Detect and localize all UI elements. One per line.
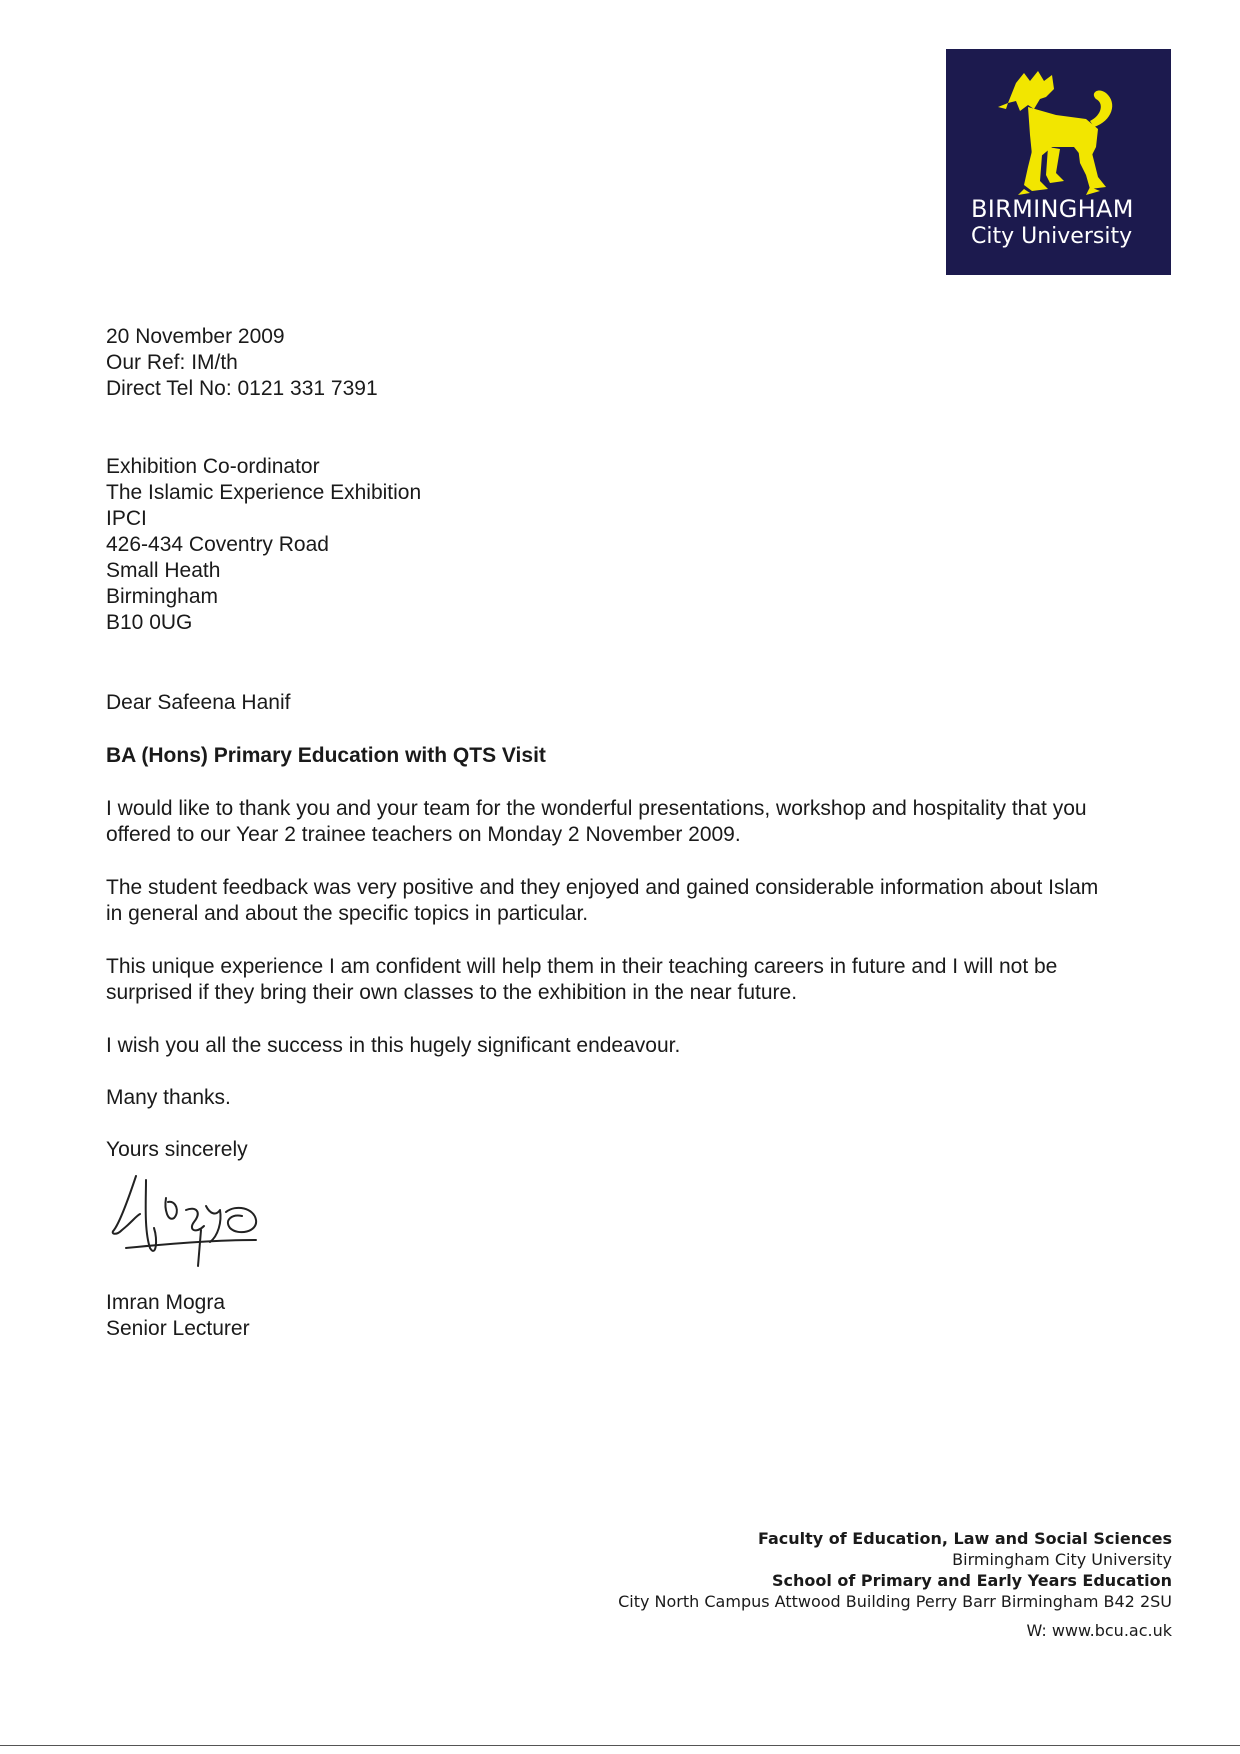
signatory bbox=[106, 1290, 250, 1342]
footer-address: City North Campus Attwood Building Perry Barr Birmingham B42 2SU bbox=[618, 1592, 1172, 1611]
subject-heading: BA (Hons) Primary Education with QTS Visit bbox=[106, 744, 546, 767]
body-paragraph: I would like to thank you and your team for the wonderful presentations, workshop and hospitality that you offered to our Year 2 trainee teachers on Monday 2 November 2009. bbox=[106, 797, 1087, 846]
address-line: 426-434 Coventry Road bbox=[106, 533, 329, 556]
salutation: Dear Safeena Hanif bbox=[106, 691, 291, 714]
recipient-address bbox=[106, 454, 421, 636]
closing: Yours sincerely bbox=[106, 1138, 248, 1161]
body-paragraph: Many thanks. bbox=[106, 1086, 231, 1109]
university-logo bbox=[946, 49, 1171, 275]
body-paragraph: This unique experience I am confident will help them in their teaching careers in future and I will not be surprised if they bring their own classes to the exhibition in the near future. bbox=[106, 955, 1058, 1004]
body-paragraph: I wish you all the success in this hugely significant endeavour. bbox=[106, 1034, 681, 1057]
letterhead-footer bbox=[618, 1528, 1172, 1641]
address-line: The Islamic Experience Exhibition bbox=[106, 481, 422, 504]
signatory-name: Imran Mogra bbox=[106, 1291, 226, 1314]
letter-tel: Direct Tel No: 0121 331 7391 bbox=[106, 377, 378, 400]
footer-faculty: Faculty of Education, Law and Social Sciences bbox=[757, 1529, 1172, 1548]
scan-edge-line bbox=[0, 1745, 1240, 1746]
signatory-title: Senior Lecturer bbox=[106, 1317, 250, 1340]
letter-date: 20 November 2009 bbox=[106, 325, 285, 348]
handwritten-signature bbox=[106, 1170, 296, 1280]
footer-web: W: www.bcu.ac.uk bbox=[1026, 1621, 1172, 1640]
address-line: Exhibition Co-ordinator bbox=[106, 455, 320, 478]
footer-school: School of Primary and Early Years Education bbox=[771, 1571, 1172, 1590]
logo-line2: City University bbox=[971, 224, 1133, 249]
letter-meta bbox=[106, 324, 378, 402]
letter-ref: Our Ref: IM/th bbox=[106, 351, 238, 374]
lion-logo-icon bbox=[994, 63, 1124, 213]
address-line: IPCI bbox=[106, 507, 147, 530]
footer-university: Birmingham City University bbox=[952, 1550, 1172, 1569]
logo-line1: BIRMINGHAM bbox=[971, 195, 1134, 223]
address-line: B10 0UG bbox=[106, 611, 193, 634]
body-paragraph: The student feedback was very positive and they enjoyed and gained considerable information about Islam in general and about the specific topics in particular. bbox=[106, 876, 1099, 925]
address-line: Small Heath bbox=[106, 559, 221, 582]
address-line: Birmingham bbox=[106, 585, 219, 608]
